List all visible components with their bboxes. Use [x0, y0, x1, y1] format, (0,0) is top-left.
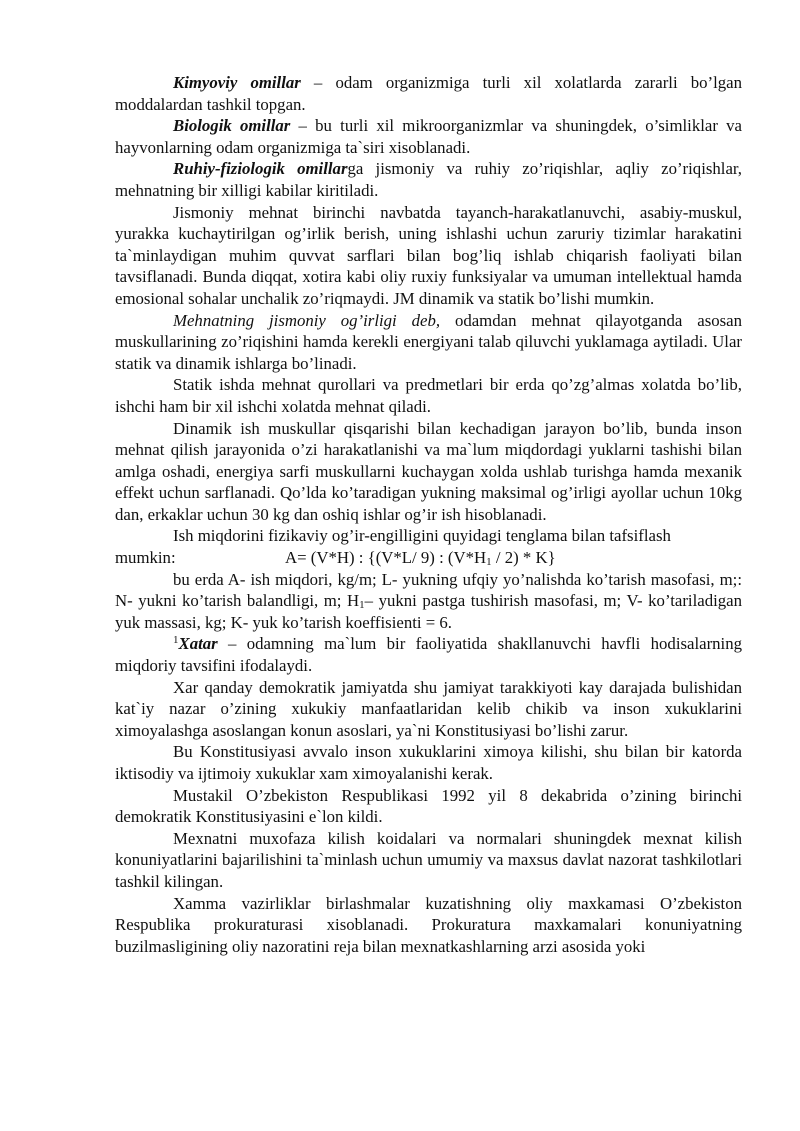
- paragraph-text: – odamning ma`lum bir faoliyatida shakllanuvchi havfli hodisalarning miqdoriy tavsifini ifodalaydi.: [115, 634, 742, 676]
- paragraph-psychophysiological-factors: [115, 158, 742, 201]
- paragraph-dynamic-work: Dinamik ish muskullar qisqarishi bilan kechadigan jarayon bo’lib, bunda inson mehnat qilish jarayonida o’zi harakatlanishi va ma`lum miqdordagi yuklarni tashishi bilan amlga oshadi, energiya sarfi muskullarni kuchaygan xolda ushlab turishga hamda mexanik effekt uchun sarflanadi. Qo’lda ko’taradigan yukning maksimal og’irligi ayollar uchun 10kg dan, erkaklar uchun 30 kg dan oshiq ishlar og’ir ish hisoblanadi.: [115, 418, 742, 524]
- paragraph-chemical-factors: [115, 72, 742, 115]
- paragraph-text: bu erda A- ish miqdori, kg/m; L- yukning ufqiy yo’nalishda ko’tarish masofasi, m;: N- yukni ko’tarish balandligi, m; H: [115, 569, 742, 611]
- paragraph-formula-legend: [115, 569, 742, 634]
- term-labour-heaviness: Mehnatning jismoniy og’irligi deb,: [173, 310, 441, 330]
- paragraph-democratic-society: Xar qanday demokratik jamiyatda shu jamiyat tarakkiyoti kay darajada bulishidan kat`iy nazar o’zining xukukiy manfaatlaridan kelib chikib va inson xukuklarini ximoyalashga asoslangan konun asoslari, ya`ni Konstitusiyasi bo’lishi zarur.: [115, 677, 742, 740]
- formula-subscript: 1: [486, 556, 492, 569]
- paragraph-text: – bu turli xil mikroorganizmlar va shuningdek, o’simliklar va hayvonlarning odam organizmiga ta`siri xisoblanadi.: [115, 116, 742, 157]
- paragraph-biological-factors: [115, 115, 742, 158]
- paragraph-labour-protection: Mexnatni muxofaza kilish koidalari va normalari shuningdek mexnat kilish konuniyatlarini bajarilishini ta`minlash uchun umumiy va maxsus davlat nazorat tashkilotlari tashkil kilingan.: [115, 828, 742, 891]
- paragraph-hazard: [115, 633, 742, 676]
- paragraph-constitution-rights: Bu Konstitusiyasi avvalo inson xukuklarini ximoya kilishi, shu bilan bir katorda iktisodiy va ijtimoiy xukuklar xam ximoyalanishi kerak.: [115, 742, 742, 783]
- formula-part: / 2) * K}: [491, 548, 556, 568]
- paragraph-prosecution: Xamma vazirliklar birlashmalar kuzatishning oliy maxkamasi O’zbekiston Respublika prokuraturasi xisoblanadi. Prokuratura maxkamalari konuniyatning buzilmasligining oliy nazoratini reja bilan mexnatkashlarning arzi asosida yoki: [115, 893, 742, 956]
- document-page: [115, 72, 742, 957]
- formula-line: [115, 547, 742, 569]
- paragraph-text: ga jismoniy va ruhiy zo’riqishlar, aqliy zo’riqishlar, mehnatning bir xilligi kabilar kiritiladi.: [115, 159, 743, 200]
- formula-label: mumkin:: [115, 548, 176, 568]
- term-chemical-factors: Kimyoviy omillar: [173, 73, 301, 92]
- paragraph-constitution-adoption: Mustakil O’zbekiston Respublikasi 1992 yil 8 dekabrida o’zining birinchi demokratik Konstitusiyasini e`lon kildi.: [115, 785, 742, 827]
- paragraph-labour-heaviness: [115, 310, 742, 375]
- paragraph-text: – odam organizmiga turli xil xolatlarda zararli bo’lgan moddalardan tashkil topgan.: [115, 73, 742, 114]
- term-hazard: Xatar: [178, 634, 218, 654]
- work-formula: [285, 547, 556, 569]
- formula-part: A= (V*H) : {(V*L/ 9) : (V*H: [285, 548, 487, 568]
- paragraph-text: odamdan mehnat qilayotganda asosan muskullarining zo’riqishini hamda kerekli energiyani talab qiluvchi yuklamaga aytiladi. Ular statik va dinamik ishlarga bo’linadi.: [115, 310, 742, 373]
- paragraph-static-work: Statik ishda mehnat qurollari va predmetlari bir erda qo’zg’almas xolatda bo’lib, ishchi ham bir xil ishchi xolatda mehnat qiladi.: [115, 375, 742, 416]
- paragraph-work-amount: Ish miqdorini fizikaviy og’ir-engilligini quyidagi tenglama bilan tafsiflash: [173, 526, 671, 546]
- term-psychophysiological-factors: Ruhiy-fiziologik omillar: [173, 159, 348, 179]
- term-biological-factors: Biologik omillar: [173, 116, 291, 136]
- paragraph-text: – yukni pastga tushirish masofasi, m; V- ko’tariladigan yuk massasi, kg; K- yuk ko’tarish koeffisienti = 6.: [115, 591, 742, 632]
- footnote-mark: 1: [173, 634, 179, 647]
- subscript: 1: [359, 599, 365, 612]
- paragraph-physical-labour: Jismoniy mehnat birinchi navbatda tayanch-harakatlanuvchi, asabiy-muskul, yurakka kuchaytirilgan og’irlik berish, uning ishlashi uchun zaruriy tizimlar harakatini ta`minlaydigan muhim quvvat sarflari bilan bog’liq ishlab chiqarish faoliyati bilan tavsiflanadi. Bunda diqqat, xotira kabi oliy ruxiy funksiyalar va umuman intellektual hamda emosional sohalar unchalik zo’riqmaydi. JM dinamik va statik bo’lishi mumkin.: [115, 202, 742, 308]
